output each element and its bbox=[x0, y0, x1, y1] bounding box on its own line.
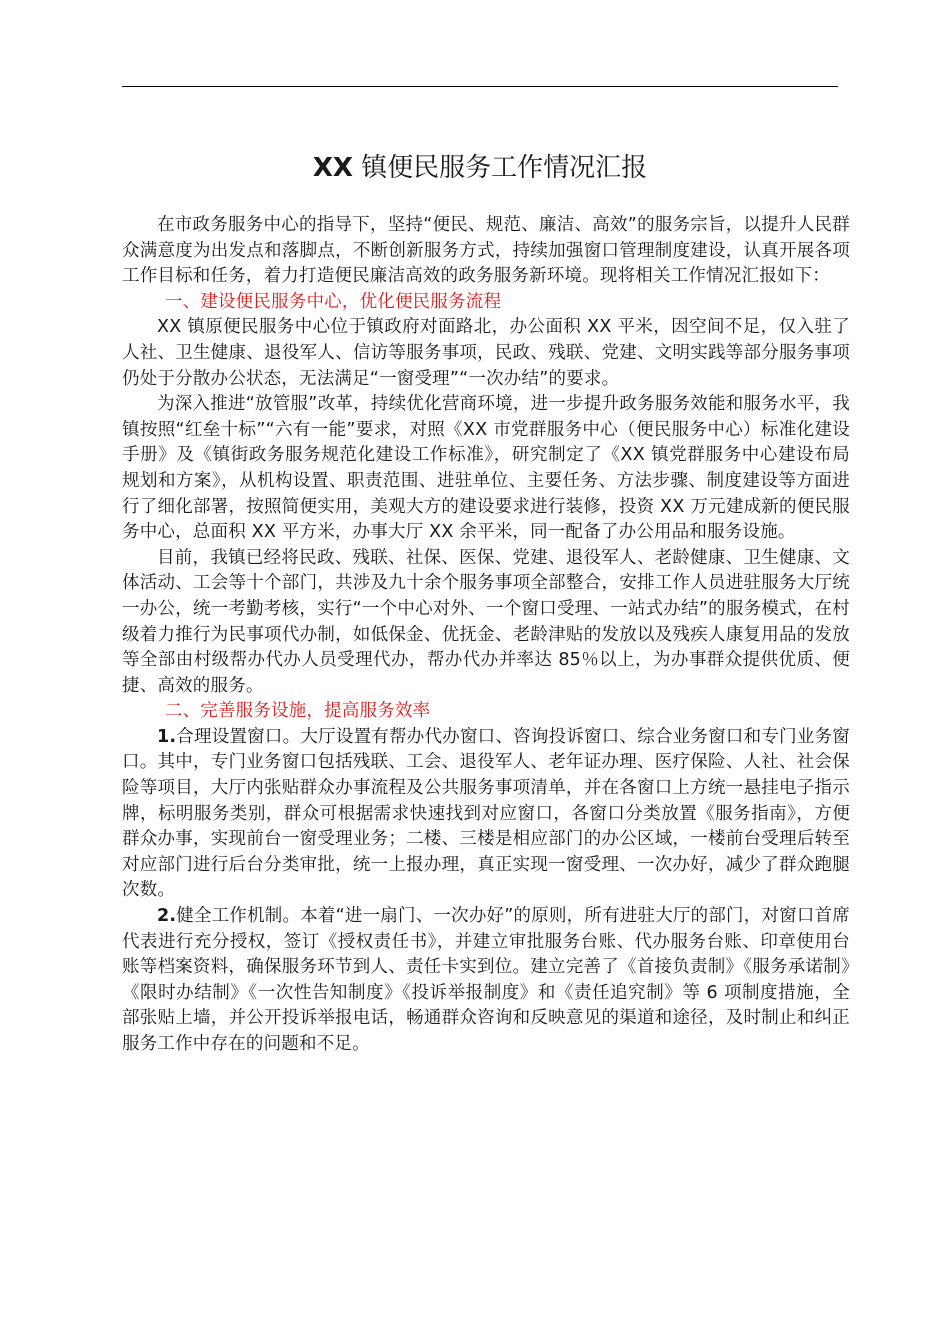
section2-item-1 bbox=[122, 725, 850, 904]
intro-paragraph: 在市政务服务中心的指导下，坚持“便民、规范、廉洁、高效”的服务宗旨，以提升人民群众满意度为出发点和落脚点，不断创新服务方式，持续加强窗口管理制度建设，认真开展各项工作目标和任务，着力打造便民廉洁高效的政务服务新环境。现将相关工作情况汇报如下： bbox=[122, 215, 850, 287]
item-number-1: 1. bbox=[157, 726, 177, 747]
item-text-2: 健全工作机制。本着“进一扇门、一次办好”的原则，所有进驻大厅的部门，对窗口首席代表进行充分授权，签订《授权责任书》，并建立审批服务台账、代办服务台账、印章使用台账等档案资料，确保服务环节到人、责任卡实到位。建立完善了《首接负责制》《服务承诺制》《限时办结制》《一次性告知制度》《投诉举报制度》和《责任追究制》等 6 项制度措施，全部张贴上墙，并公开投诉举报电话，畅通群众咨询和反映意见的渠道和途径，及时制止和纠正服务工作中存在的问题和不足。 bbox=[122, 906, 850, 1054]
section1-paragraph-3: 目前，我镇已经将民政、残联、社保、医保、党建、退役军人、老龄健康、卫生健康、文体活动、工会等十个部门，共涉及九十余个服务事项全部整合，安排工作人员进驻服务大厅统一办公，统一考勤考核，实行“一个中心对外、一个窗口受理、一站式办结”的服务模式，在村级着力推行为民事项代办制，如低保金、优抚金、老龄津贴的发放以及残疾人康复用品的发放等全部由村级帮办代办人员受理代办，帮办代办并率达 85％以上，为办事群众提供优质、便捷、高效的服务。 bbox=[122, 547, 850, 696]
item-number-2: 2. bbox=[157, 906, 177, 927]
document-body bbox=[122, 213, 850, 1058]
section1-paragraph-2: 为深入推进“放管服”改革，持续优化营商环境，进一步提升政务服务效能和服务水平，我镇按照“红垒十标”“六有一能”要求，对照《XX 市党群服务中心（便民服务中心）标准化建设手册》及《镇街政务服务规范化建设工作标准》，研究制定了《XX 镇党群服务中心建设布局规划和方案》，从机构设置、职责范围、进驻单位、主要任务、方法步骤、制度建设等方面进行了细化部署，按照简便实用，美观大方的建设要求进行装修，投资 XX 万元建成新的便民服务中心，总面积 XX 平方米，办事大厅 XX 余平米，同一配备了办公用品和服务设施。 bbox=[122, 394, 850, 543]
section-heading-1: 一、建设便民服务中心，优化便民服务流程 bbox=[164, 291, 502, 312]
title-prefix: XX bbox=[312, 153, 353, 183]
header-rule bbox=[122, 86, 838, 87]
title-text: 镇便民服务工作情况汇报 bbox=[361, 153, 648, 183]
section1-paragraph-1: XX 镇原便民服务中心位于镇政府对面路北，办公面积 XX 平米，因空间不足，仅入驻了人社、卫生健康、退役军人、信访等服务事项，民政、残联、党建、文明实践等部分服务事项仍处于分散办公状态，无法满足“一窗受理”“一次办结”的要求。 bbox=[122, 317, 850, 389]
section2-item-2 bbox=[122, 904, 850, 1058]
document-title bbox=[0, 150, 950, 186]
section-heading-2: 二、完善服务设施，提高服务效率 bbox=[164, 701, 431, 722]
item-text-1: 合理设置窗口。大厅设置有帮办代办窗口、咨询投诉窗口、综合业务窗口和专门业务窗口。其中，专门业务窗口包括残联、工会、退役军人、老年证办理、医疗保险、人社、社会保险等项目，大厅内张贴群众办事流程及公共服务事项清单，并在各窗口上方统一悬挂电子指示牌，标明服务类别，群众可根据需求快速找到对应窗口，各窗口分类放置《服务指南》，方便群众办事，实现前台一窗受理业务；二楼、三楼是相应部门的办公区域，一楼前台受理后转至对应部门进行后台分类审批，统一上报办理，真正实现一窗受理、一次办好，减少了群众跑腿次数。 bbox=[122, 726, 850, 901]
